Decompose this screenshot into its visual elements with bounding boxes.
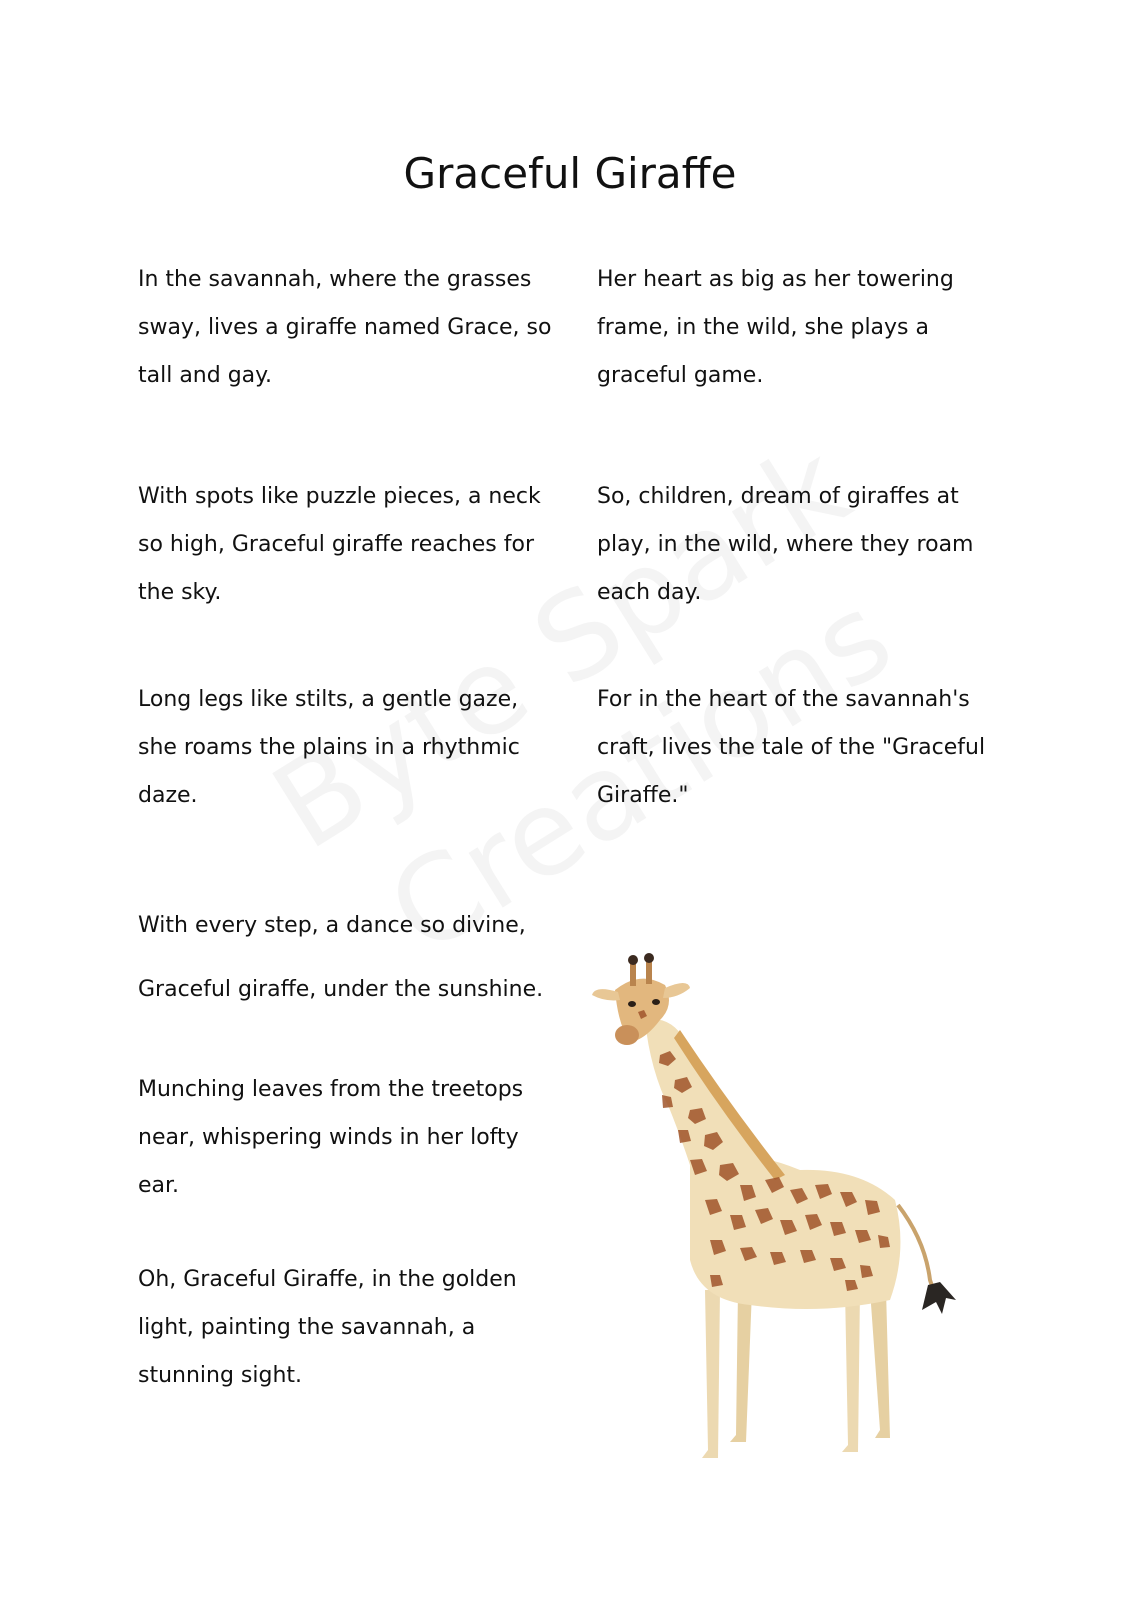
stanza-left-5: Munching leaves from the treetops near, whispering winds in her lofty ear. [138, 1077, 524, 1198]
stanza-right-3: For in the heart of the savannah's craft, lives the tale of the "Graceful Giraffe." [597, 687, 986, 808]
giraffe-leg-front-right [730, 1290, 752, 1442]
giraffe-ear-right [663, 983, 690, 998]
stanza-left-3: Long legs like stilts, a gentle gaze, she roams the plains in a rhythmic daze. [138, 687, 520, 808]
giraffe-muzzle [615, 1025, 639, 1045]
giraffe-ossicone-right [646, 960, 652, 984]
stanza-left-6: Oh, Graceful Giraffe, in the golden light, painting the savannah, a stunning sight. [138, 1267, 517, 1388]
giraffe-ossicone-left [630, 962, 636, 986]
stanza-right-2: So, children, dream of giraffes at play, in the wild, where they roam each day. [597, 484, 974, 605]
giraffe-leg-back-left [842, 1290, 860, 1452]
giraffe-tail [898, 1205, 935, 1295]
giraffe-leg-back-right [870, 1290, 890, 1438]
stanza-right-1: Her heart as big as her towering frame, in the wild, she plays a graceful game. [597, 267, 954, 388]
giraffe-tail-tuft [922, 1282, 956, 1314]
giraffe-eye-left [628, 1001, 636, 1007]
stanza-left-4: With every step, a dance so divine, Graceful giraffe, under the sunshine. [138, 913, 544, 1002]
giraffe-eye-right [652, 999, 660, 1005]
giraffe-leg-front-left [702, 1290, 720, 1458]
page-title: Graceful Giraffe [403, 149, 737, 198]
giraffe-illustration [590, 930, 990, 1510]
stanza-left-1: In the savannah, where the grasses sway, lives a giraffe named Grace, so tall and gay. [138, 267, 552, 388]
stanza-left-2: With spots like puzzle pieces, a neck so high, Graceful giraffe reaches for the sky. [138, 484, 541, 605]
